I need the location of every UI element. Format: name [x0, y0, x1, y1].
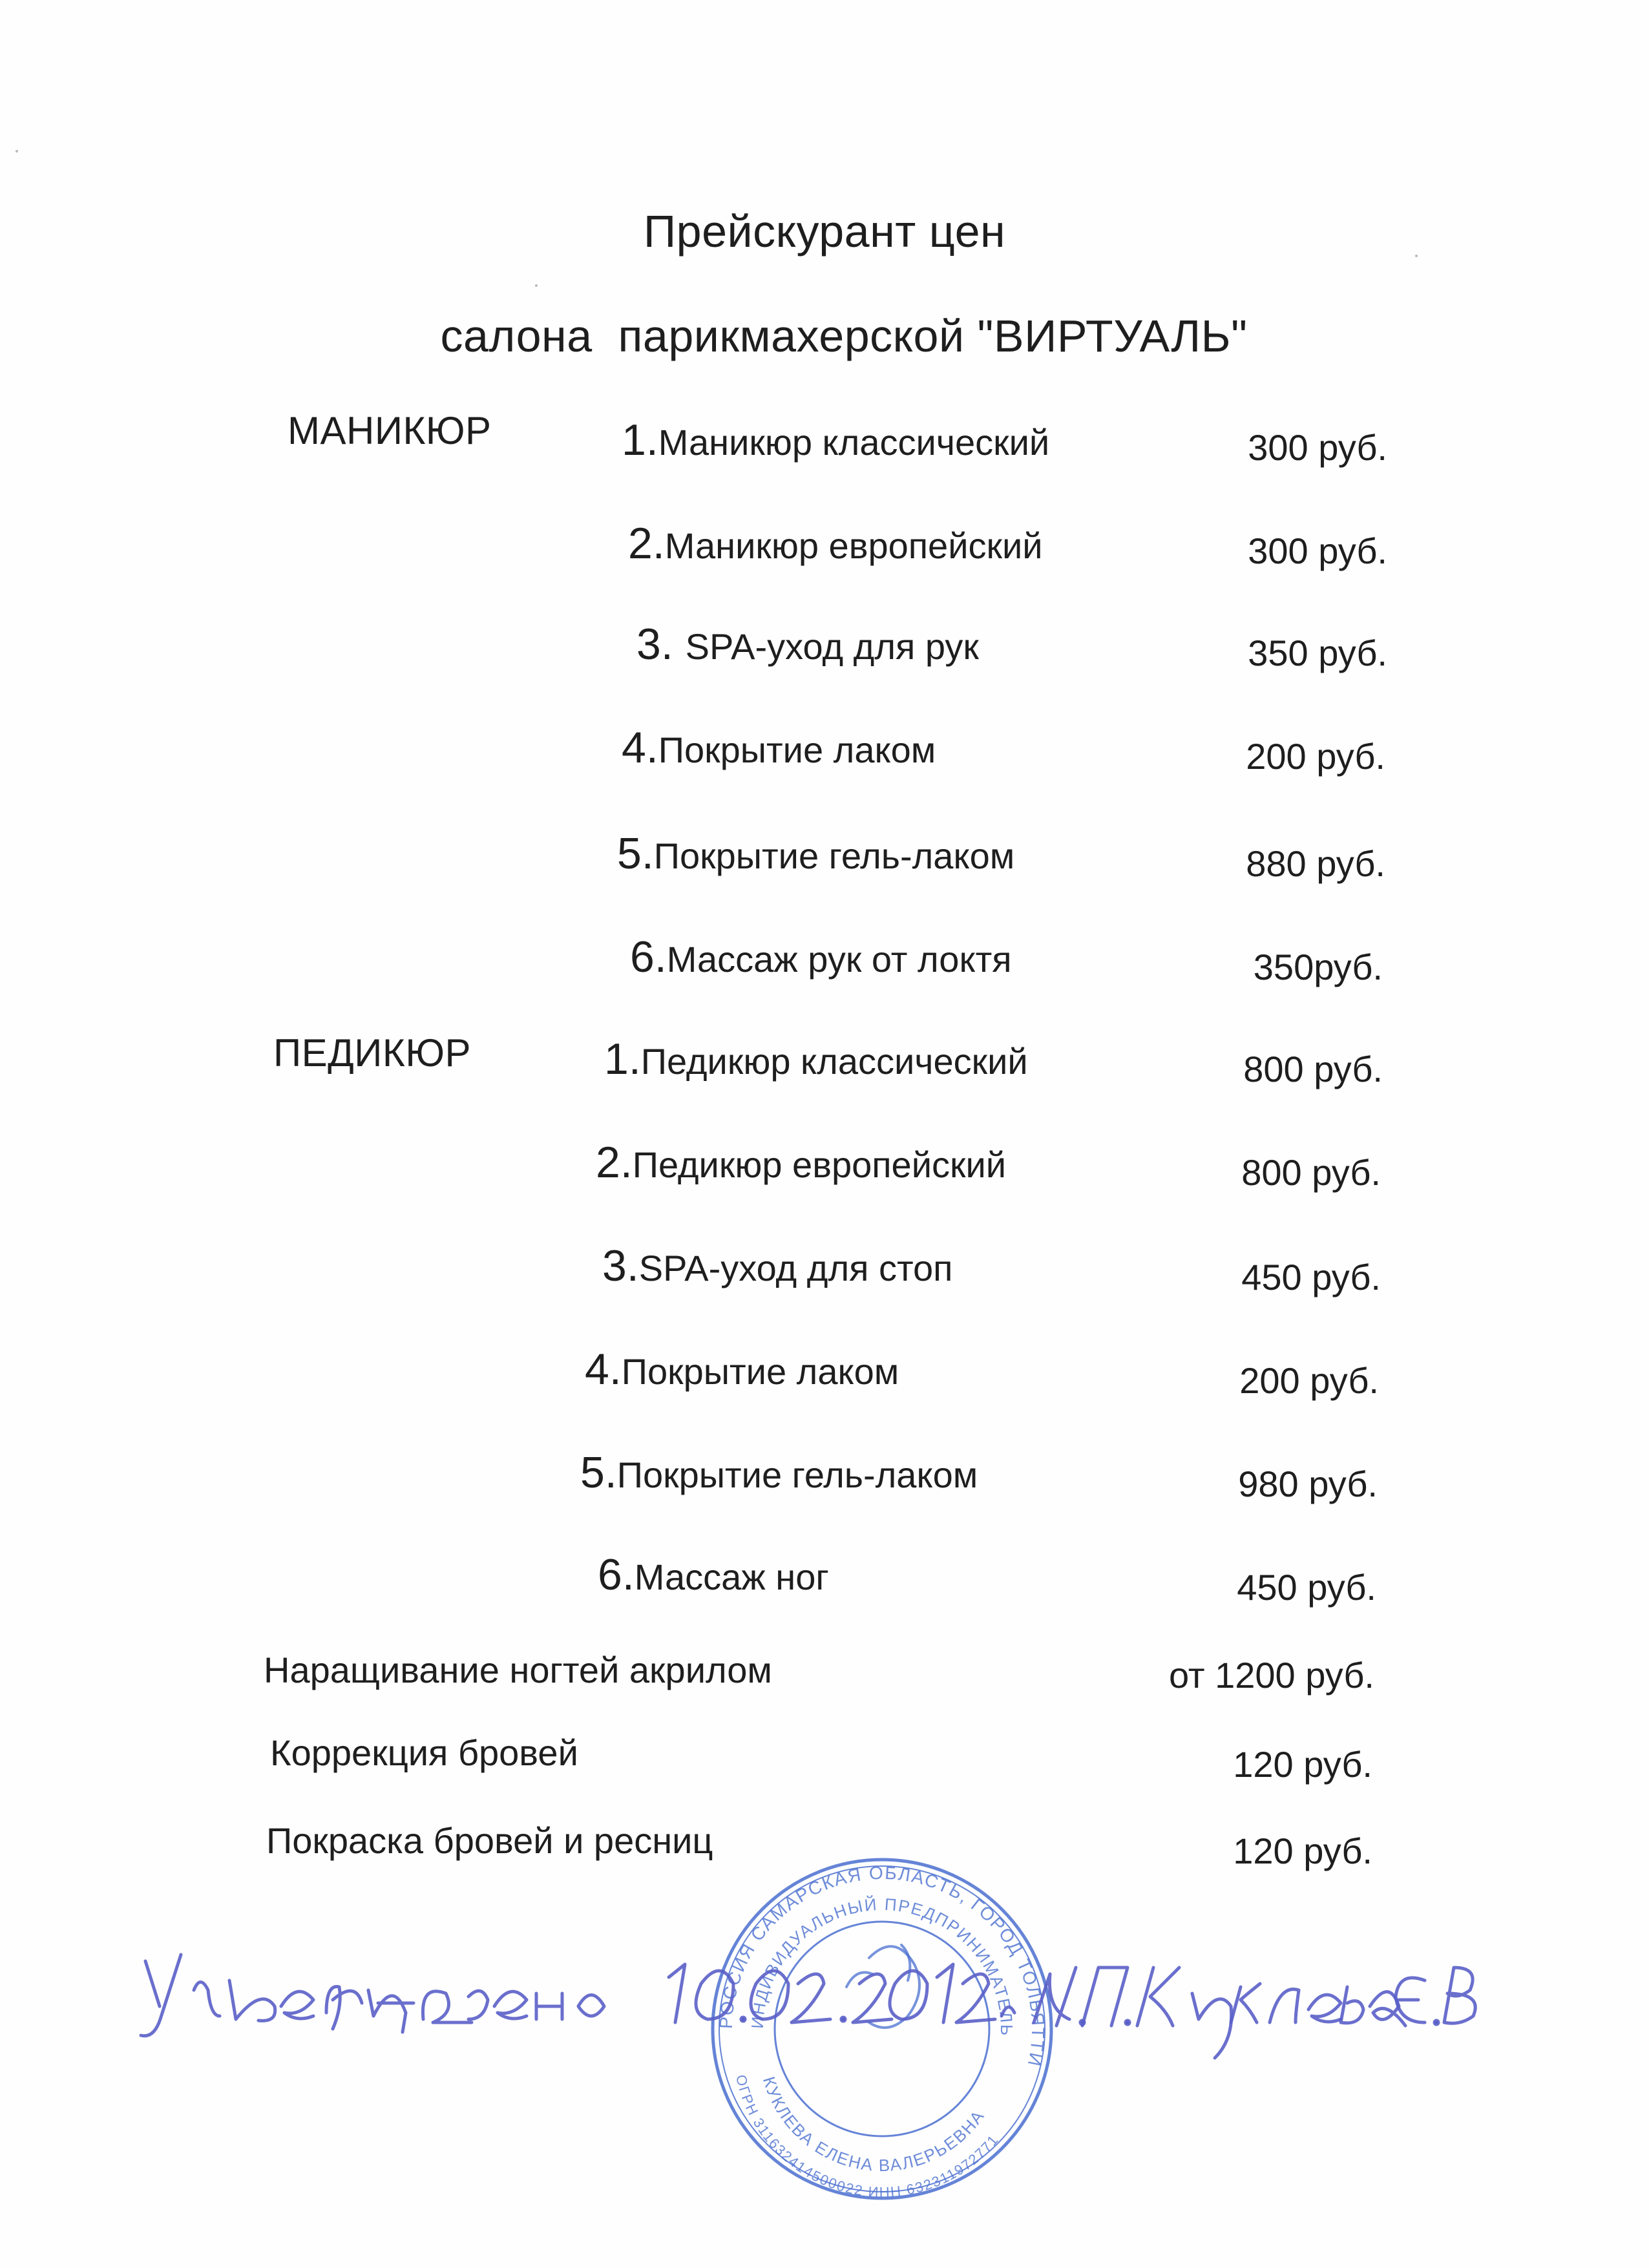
- list-item-name: [622, 415, 1049, 465]
- item-price: 800 руб.: [1241, 1152, 1381, 1193]
- item-price: 350руб.: [1253, 947, 1383, 987]
- item-price: 880 руб.: [1246, 843, 1385, 884]
- item-number: 2.: [596, 1138, 633, 1187]
- handwritten-approval: [132, 1929, 1489, 2077]
- item-label: Маникюр классический: [658, 422, 1050, 463]
- item-number: 4.: [622, 723, 658, 772]
- item-label: Педикюр классический: [640, 1041, 1028, 1082]
- item-number: 6.: [630, 932, 667, 982]
- item-label: Покрытие лаком: [658, 730, 936, 770]
- section-label-pedicure: ПЕДИКЮР: [273, 1031, 471, 1075]
- item-price: 800 руб.: [1243, 1049, 1383, 1089]
- extra-service-name: Коррекция бровей: [270, 1732, 578, 1773]
- item-number: 3.: [636, 620, 686, 669]
- item-price: 300 руб.: [1248, 427, 1387, 468]
- item-price: 200 руб.: [1239, 1360, 1379, 1401]
- list-item-name: [622, 722, 936, 773]
- item-price: 980 руб.: [1238, 1464, 1378, 1504]
- item-label: Массаж ног: [634, 1557, 829, 1597]
- item-price: 300 руб.: [1248, 530, 1387, 571]
- item-label: Массаж рук от локтя: [666, 939, 1012, 980]
- item-number: 4.: [585, 1345, 622, 1394]
- extra-service-name: Покраска бровей и ресниц: [266, 1820, 713, 1861]
- item-number: 5.: [617, 829, 654, 878]
- item-label: SPA-уход для стоп: [638, 1248, 953, 1288]
- item-label: Маникюр европейский: [664, 525, 1043, 566]
- stamp-inner-text: ИНДИВИДУАЛЬНЫЙ ПРЕДПРИНИМАТЕЛЬ: [747, 1894, 1017, 2037]
- list-item-name: [585, 1344, 899, 1394]
- item-number: 3.: [602, 1241, 639, 1290]
- item-number: 1.: [622, 415, 658, 465]
- list-item-name: [598, 1549, 829, 1600]
- item-number: 2.: [628, 519, 665, 568]
- item-price: 450 руб.: [1237, 1567, 1376, 1608]
- item-label: SPA-уход для рук: [685, 626, 979, 667]
- list-item-name: [630, 932, 1012, 982]
- item-number: 6.: [598, 1550, 635, 1599]
- list-item-name: [636, 619, 979, 669]
- item-number: 5.: [580, 1448, 617, 1497]
- item-label: Покрытие гель-лаком: [653, 835, 1015, 876]
- extra-service-price: от 1200 руб.: [1168, 1655, 1374, 1696]
- item-label: Покрытие лаком: [621, 1351, 899, 1392]
- extra-service-price: 120 руб.: [1233, 1831, 1372, 1871]
- list-item-name: [604, 1034, 1028, 1084]
- list-item-name: [628, 518, 1043, 569]
- list-item-name: [617, 828, 1014, 879]
- item-number: 1.: [604, 1034, 641, 1084]
- list-item-name: [596, 1137, 1006, 1188]
- list-item-name: [602, 1241, 953, 1291]
- item-price: 450 руб.: [1241, 1257, 1381, 1297]
- document-title: Прейскурант цен: [643, 206, 1006, 257]
- item-label: Педикюр европейский: [632, 1144, 1007, 1185]
- scan-speck: [535, 284, 538, 287]
- extra-service-price: 120 руб.: [1233, 1744, 1372, 1785]
- document-subtitle: салона парикмахерской "ВИРТУАЛЬ": [440, 311, 1248, 361]
- section-label-manicure: МАНИКЮР: [288, 409, 492, 452]
- stamp-bottom-text: КУКЛЕВА ЕЛЕНА ВАЛЕРЬЕВНА: [759, 2074, 989, 2176]
- list-item-name: [580, 1447, 978, 1498]
- stamp-registry-text: ОГРН 311632414500022 ИНН 632311972771: [732, 2073, 1002, 2201]
- extra-service-name: Наращивание ногтей акрилом: [264, 1650, 772, 1690]
- stamp-outer-text: РОССИЯ САМАРСКАЯ ОБЛАСТЬ, ГОРОД ТОЛЬЯТТИ: [715, 1862, 1049, 2069]
- item-label: Покрытие гель-лаком: [616, 1454, 978, 1495]
- scan-speck: [16, 150, 18, 152]
- item-price: 200 руб.: [1246, 736, 1385, 777]
- item-price: 350 руб.: [1248, 633, 1387, 673]
